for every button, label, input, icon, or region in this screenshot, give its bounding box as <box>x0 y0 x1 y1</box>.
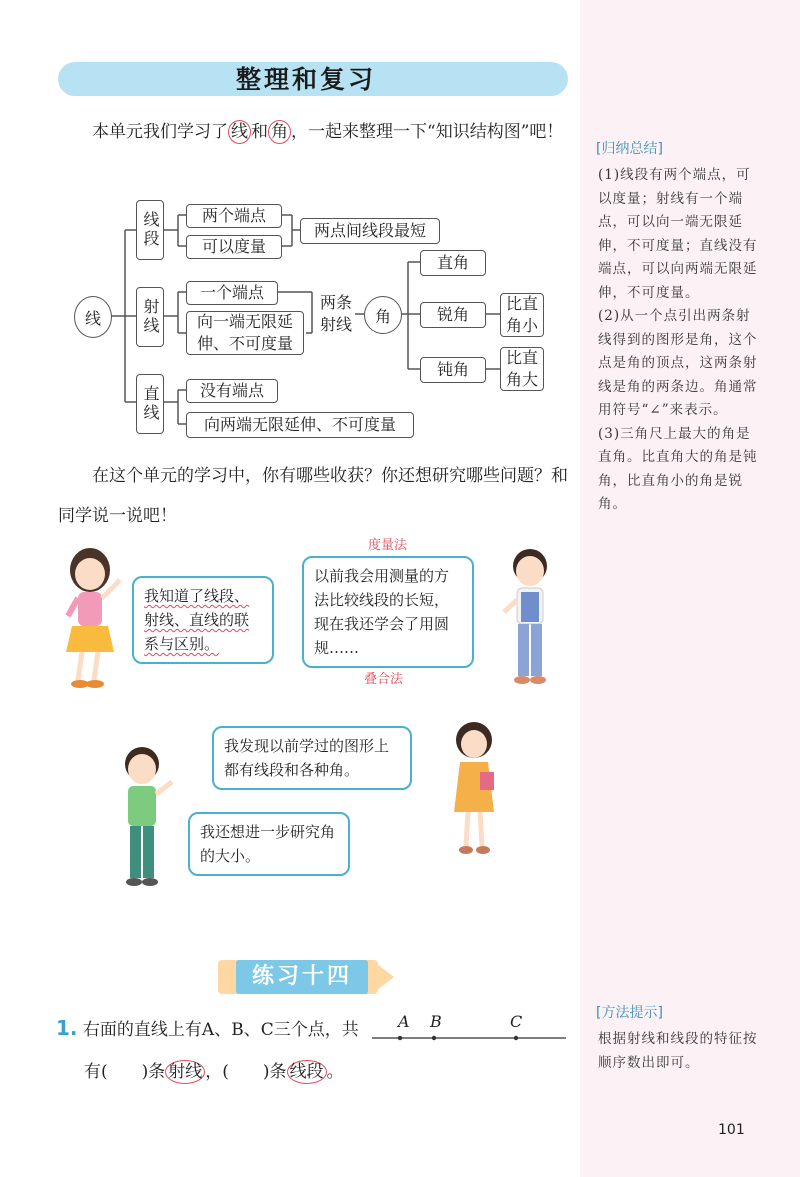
note-overlap-method: 叠合法 <box>364 672 404 687</box>
line-prop-infinite: 向两端无限延伸、不可度量 <box>186 412 414 438</box>
note-measure-method: 度量法 <box>368 538 408 553</box>
q1-has: 有( <box>84 1062 108 1082</box>
question-1-text: 右面的直线上有A、B、C三个点，共 <box>82 1020 359 1040</box>
question-1-line-2 <box>84 1058 344 1086</box>
diagram-angle: 角 <box>364 296 402 334</box>
sidebar-summary-body <box>598 164 760 517</box>
sidebar-method-heading: [方法提示] <box>596 1005 663 1021</box>
q1-comma: ，( <box>205 1062 229 1082</box>
diagram-connectors <box>0 0 580 450</box>
exercise-title: 练习十四 <box>236 960 368 994</box>
q1-mid: )条 <box>141 1062 166 1082</box>
speech-bubble-boy-1 <box>302 556 474 668</box>
summary-item-3: (3)三角尺上最大的角是直角。比直角大的角是钝角，比直角小的角是锐角。 <box>598 425 758 512</box>
answer-blank-segments[interactable] <box>229 1062 263 1082</box>
intro-text-2: ，一起来整理一下“知识结构图”吧！ <box>291 122 564 142</box>
question-1-line-1 <box>56 1014 359 1044</box>
bubble-text-boy-2: 我还想进一步研究角的大小。 <box>200 823 336 865</box>
answer-blank-rays[interactable] <box>108 1062 142 1082</box>
intro-text-1: 本单元我们学习了 <box>92 122 228 142</box>
circled-word-angle: 角 <box>268 120 291 144</box>
summary-item-1: (1)线段有两个端点，可以度量；射线有一个端点，可以向一端无限延伸，不可度量；直线没有端点，可以向两端无限延伸，不可度量。 <box>598 167 758 301</box>
bubble-text-boy-1: 以前我会用测量的方法比较线段的长短，现在我还学会了用圆规…… <box>314 567 450 657</box>
segment-prop-endpoints: 两个端点 <box>186 204 282 228</box>
bubble-text-girl-1: 我知道了线段、射线、直线的联系与区别。 <box>144 587 250 653</box>
line-prop-no-endpoint: 没有端点 <box>186 379 278 403</box>
summary-item-2: (2)从一个点引出两条射线得到的图形是角，这个点是角的顶点，这两条射线是角的两条边。角通常用符号“∠”来表示。 <box>598 308 758 418</box>
reflection-question: 在这个单元的学习中，你有哪些收获？你还想研究哪些问题？和同学说一说吧！ <box>58 466 568 526</box>
sidebar-summary-heading: [归纳总结] <box>596 141 663 157</box>
angle-type-acute: 锐角 <box>420 302 486 328</box>
segment-shortest-fact: 两点间线段最短 <box>300 218 440 244</box>
page-title: 整理和复习 <box>235 65 376 94</box>
girl-illustration-2 <box>446 716 506 861</box>
exercise-tag-arrow <box>372 960 396 994</box>
diagram-line: 直线 <box>136 374 164 434</box>
circled-word-line: 线 <box>228 120 251 144</box>
two-rays-label: 两条射线 <box>319 293 352 334</box>
page-number: 101 <box>718 1122 745 1138</box>
compare-larger: 比直角大 <box>500 347 544 391</box>
speech-bubble-girl-2 <box>212 726 412 790</box>
question-number: 1. <box>56 1016 78 1040</box>
ray-prop-one-endpoint: 一个端点 <box>186 281 278 305</box>
diagram-ray: 射线 <box>136 287 164 347</box>
angle-type-obtuse: 钝角 <box>420 357 486 383</box>
boy-illustration-2 <box>112 742 182 892</box>
speech-bubble-girl-1 <box>132 576 274 664</box>
intro-text-and: 和 <box>251 122 268 142</box>
q1-end: 。 <box>326 1062 344 1082</box>
speech-bubble-boy-2 <box>188 812 350 876</box>
point-label-a: A <box>398 1012 410 1031</box>
point-label-c: C <box>510 1012 523 1031</box>
girl-illustration-1 <box>58 540 133 695</box>
point-label-b: B <box>430 1012 442 1031</box>
boy-illustration-1 <box>500 542 565 692</box>
circled-word-ray: 射线 <box>165 1060 205 1084</box>
angle-type-right: 直角 <box>420 250 486 276</box>
diagram-root-line: 线 <box>74 296 112 338</box>
diagram-segment: 线段 <box>136 200 164 260</box>
circled-word-segment: 线段 <box>287 1060 327 1084</box>
bubble-text-girl-2: 我发现以前学过的图形上都有线段和各种角。 <box>224 737 390 779</box>
compare-smaller: 比直角小 <box>500 293 544 337</box>
sidebar-method-body: 根据射线和线段的特征按顺序数出即可。 <box>598 1031 758 1071</box>
segment-prop-measurable: 可以度量 <box>186 235 282 259</box>
q1-mid2: )条 <box>262 1062 287 1082</box>
ray-prop-infinite: 向一端无限延伸、不可度量 <box>186 311 304 355</box>
